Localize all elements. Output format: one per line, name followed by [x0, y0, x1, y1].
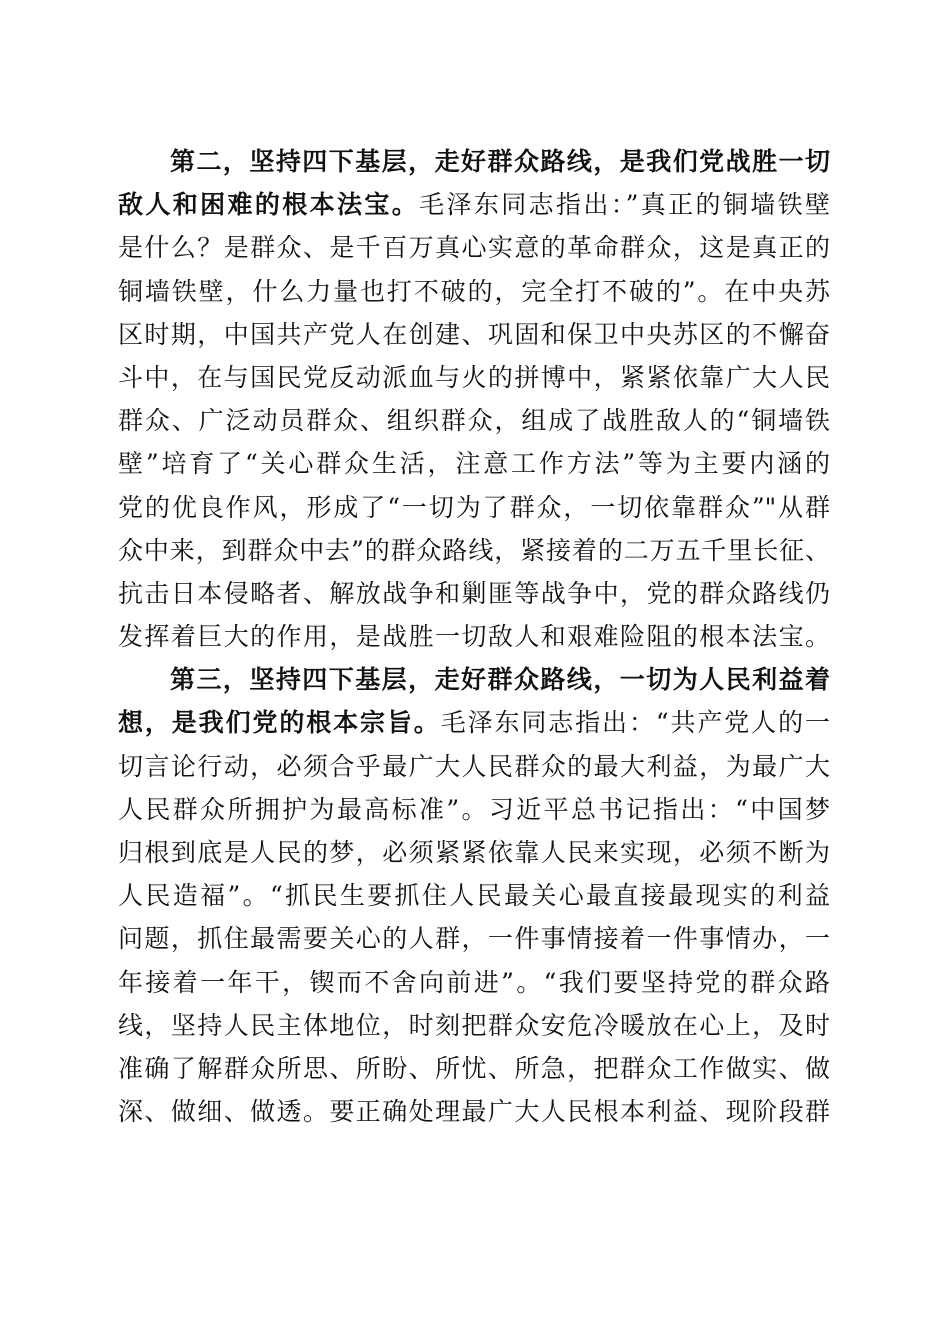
paragraph-2-line-2: [118, 701, 830, 744]
text-segment: 党的优良作风，形成了“一切为了群众，一切依靠群众”"从群: [118, 492, 830, 522]
bold-text-segment: 第三，坚持四下基层，走好群众路线，一切为人民利益着: [170, 665, 830, 695]
paragraph-2-line-4: [118, 788, 830, 831]
text-segment: 深、做细、做透。要正确处理最广大人民根本利益、现阶段群: [118, 1097, 830, 1127]
text-segment: 斗中，在与国民党反动派血与火的拼博中，紧紧依靠广大人民: [118, 362, 830, 392]
paragraph-1-line-6: [118, 356, 830, 399]
text-segment: 毛泽东同志指出：“共产党人的一: [440, 708, 830, 738]
paragraph-2-line-9: [118, 1004, 830, 1047]
paragraph-1-line-11: [118, 572, 830, 615]
paragraph-1-line-3: [118, 226, 830, 269]
paragraph-2-line-8: [118, 961, 830, 1004]
paragraph-1-line-2: [118, 183, 830, 226]
paragraph-2-line-7: [118, 917, 830, 960]
text-segment: 抗击日本侵略者、解放战争和剿匪等战争中，党的群众路线仍: [118, 578, 830, 608]
paragraph-1-line-9: [118, 486, 830, 529]
document-body: [118, 140, 830, 1133]
paragraph-1-line-8: [118, 442, 830, 485]
bold-text-segment: 第二，坚持四下基层，走好群众路线，是我们党战胜一切: [170, 147, 830, 176]
paragraph-2-line-1: [118, 658, 830, 701]
text-segment: 发挥着巨大的作用，是战胜一切敌人和艰难险阻的根本法宝。: [118, 622, 830, 652]
text-segment: 壁”培育了“关心群众生活，注意工作方法”等为主要内涵的: [118, 449, 830, 479]
paragraph-2-line-11: [118, 1090, 830, 1133]
text-segment: 铜墙铁壁，什么力量也打不破的，完全打不破的”。在中央苏: [118, 276, 830, 306]
text-segment: 线，坚持人民主体地位，时刻把群众安危冷暖放在心上，及时: [118, 1010, 830, 1040]
text-segment: 人民造福”。“抓民生要抓住人民最关心最直接最现实的利益: [118, 881, 830, 911]
paragraph-2-line-3: [118, 745, 830, 788]
paragraph-1-line-12: [118, 615, 830, 658]
text-segment: 归根到底是人民的梦，必须紧紧依靠人民来实现，必须不断为: [118, 838, 830, 867]
bold-text-segment: 敌人和困难的根本法宝。: [118, 190, 420, 220]
text-segment: 群众、广泛动员群众、组织群众，组成了战胜敌人的“铜墙铁: [118, 406, 830, 436]
paragraph-1-line-5: [118, 313, 830, 356]
text-segment: 众中来，到群众中去”的群众路线，紧接着的二万五千里长征、: [118, 535, 830, 565]
text-segment: 切言论行动，必须合乎最广大人民群众的最大利益，为最广大: [118, 751, 830, 781]
text-segment: 问题，抓住最需要关心的人群，一件事情接着一件事情办，一: [118, 924, 830, 954]
text-segment: 人民群众所拥护为最高标准”。习近平总书记指出：“中国梦: [118, 794, 830, 824]
text-segment: 毛泽东同志指出：”真正的铜墙铁壁: [419, 190, 830, 220]
text-segment: 区时期，中国共产党人在创建、巩固和保卫中央苏区的不懈奋: [118, 319, 830, 349]
paragraph-1-line-7: [118, 399, 830, 442]
text-segment: 年接着一年干，锲而不舍向前进”。“我们要坚持党的群众路: [118, 967, 830, 997]
text-segment: 是什么？是群众、是千百万真心实意的革命群众，这是真正的: [118, 233, 830, 263]
paragraph-1-line-4: [118, 270, 830, 313]
paragraph-1-line-1: [118, 140, 830, 183]
paragraph-2-line-6: [118, 874, 830, 917]
paragraph-2-line-10: [118, 1047, 830, 1090]
text-segment: 准确了解群众所思、所盼、所忧、所急，把群众工作做实、做: [118, 1053, 830, 1083]
paragraph-2-line-5: [118, 831, 830, 874]
bold-text-segment: 想，是我们党的根本宗旨。: [118, 708, 441, 738]
paragraph-1-line-10: [118, 529, 830, 572]
